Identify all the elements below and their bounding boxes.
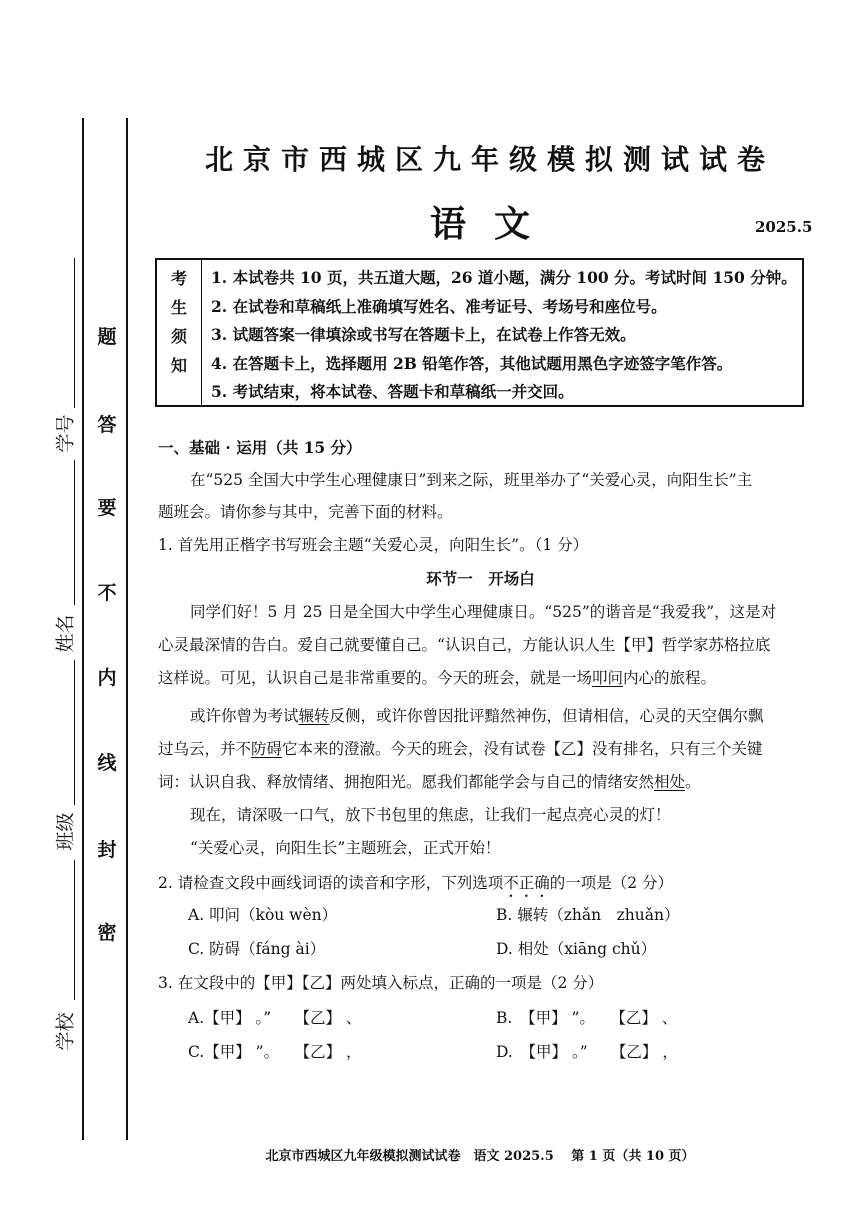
passage-text: 这样说。可见，认识自己是非常重要的。今天的班会，就是一场 [158,669,593,687]
passage-line [190,704,764,726]
notice-head [157,260,202,405]
passage-line [158,737,763,759]
option-d[interactable]: D. 【甲】 。” 【乙】 ， [496,1043,678,1061]
school-label: 学校 [54,1012,77,1051]
passage-text: 它本来的澄澈。今天的班会，没有试卷【乙】没有排名，只有三个关键 [282,740,763,758]
passage-line: 心灵最深情的告白。爱自己就要懂自己。“认识自己，方能认识人生【甲】哲学家苏格拉底 [158,636,771,654]
school-line[interactable] [74,860,75,1000]
question-1: 1. 首先用正楷字书写班会主题“关爱心灵，向阳生长”。（1 分） [158,536,589,554]
binding-line-outer [82,118,84,1140]
seal-char: 答 [97,414,117,436]
notice-head-char: 生 [170,298,187,317]
passage-text: 过乌云，并不 [158,740,252,758]
passage-text: 内心的旅程。 [623,669,717,687]
passage-text: 。 [685,773,701,791]
seal-char: 内 [97,667,117,689]
notice-item: 4. 在答题卡上，选择题用 2B 铅笔作答，其他试题用黑色字迹签字笔作答。 [211,353,733,373]
notice-head-char: 知 [170,356,187,375]
subject-title: 语文 [430,203,559,245]
seal-char: 封 [97,839,117,861]
binding-line-inner [126,118,128,1140]
option-d[interactable]: D. 相处（xiāng chǔ） [496,940,657,958]
student-name-label: 姓名 [54,614,77,653]
passage-text: 反侧，或许你曾因批评黯然神伤，但请相信，心灵的天空偶尔飘 [329,707,764,725]
notice-item: 2. 在试卷和草稿纸上准确填写姓名、准考证号、考场号和座位号。 [211,296,667,316]
seal-char: 密 [97,922,117,944]
option-c[interactable]: C.【甲】 ”。 【乙】 ， [188,1043,362,1061]
notice-box [155,258,804,407]
class-label: 班级 [54,812,77,851]
question-3: 3. 在文段中的【甲】【乙】两处填入标点，正确的一项是（2 分） [158,974,604,992]
seal-char: 要 [97,497,117,519]
passage-line [158,666,716,688]
intro-line: 题班会。请你参与其中，完善下面的材料。 [158,503,453,521]
emphasized-word: 不正确 [503,874,550,892]
section-heading: 一、基础 · 运用（共 15 分） [158,438,362,457]
underlined-word: 叩问 [592,669,624,687]
notice-item: 5. 考试结束，将本试卷、答题卡和草稿纸一并交回。 [211,382,574,401]
passage-line: “关爱心灵，向阳生长”主题班会，正式开始！ [190,839,501,857]
passage-text: 词：认识自我、释放情绪、拥抱阳光。愿我们都能学会与自己的情绪安然 [158,773,655,791]
class-line[interactable] [74,660,75,805]
passage-line: 同学们好！5 月 25 日是全国大中学生心理健康日。“525”的谐音是“我爱我”，这是对 [190,603,777,621]
option-c[interactable]: C. 防碍（fáng ài） [188,940,326,958]
passage-text: 或许你曾为考试 [190,707,299,725]
exam-title: 北京市西城区九年级模拟测试试卷 [204,143,775,176]
underlined-word: 防碍 [251,740,283,758]
passage-line [158,770,701,792]
option-a[interactable]: A. 叩问（kòu wèn） [188,906,338,924]
option-a[interactable]: A.【甲】 。” 【乙】 、 [188,1009,362,1027]
option-b[interactable]: B. 辗转（zhǎn zhuǎn） [496,906,680,924]
question-text: 2. 请检查文段中画线词语的读音和字形，下列选项 [158,874,504,892]
underlined-word: 相处 [654,773,686,791]
seal-char: 题 [97,326,117,348]
exam-date: 2025.5 [755,218,813,236]
page-footer: 北京市西城区九年级模拟测试试卷 语文 2025.5 第 1 页（共 10 页） [265,1149,695,1164]
seal-char: 不 [97,582,117,604]
notice-item: 3. 试题答案一律填涂或书写在答题卡上，在试卷上作答无效。 [211,325,636,344]
student-name-line[interactable] [74,460,75,605]
student-id-label: 学号 [54,414,77,453]
student-id-line[interactable] [74,258,75,408]
notice-head-char: 须 [170,327,187,346]
notice-item: 1. 本试卷共 10 页，共五道大题，26 道小题，满分 100 分。考试时间 150 分钟。 [211,268,797,287]
passage-line: 现在，请深吸一口气，放下书包里的焦虑，让我们一起点亮心灵的灯！ [190,806,671,824]
intro-line: 在“525 全国大中学生心理健康日”到来之际，班里举办了“关爱心灵，向阳生长”主 [190,471,753,489]
question-text: 的一项是（2 分） [549,874,674,892]
notice-head-char: 考 [170,269,187,288]
option-b[interactable]: B. 【甲】 ”。 【乙】 、 [496,1009,678,1027]
seal-char: 线 [97,752,117,774]
notice-items [211,264,797,407]
question-2 [158,871,673,901]
underlined-word: 辗转 [298,707,330,725]
part-title: 环节一 开场白 [426,569,535,588]
